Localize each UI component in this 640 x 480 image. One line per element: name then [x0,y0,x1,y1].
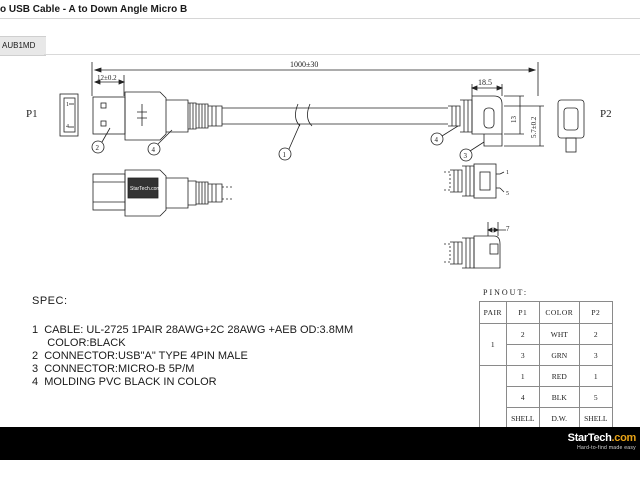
dim-plug-width: 18.5 [478,78,492,87]
pinout-header-pair: PAIR [480,302,507,324]
pinout-cell: D.W. [539,408,579,429]
pinout-cell: GRN [539,345,579,366]
callouts [92,124,484,161]
dim-side-width: 7 [506,225,510,233]
spec-block [32,295,353,389]
micro-b-plug-side [448,96,502,146]
table-row [480,324,613,345]
brand-tagline: Hard-to-find made easy [577,445,636,451]
pinout-cell: 2 [506,324,539,345]
micro-b-plug-front [444,164,504,198]
pinout-header-p2: P2 [579,302,612,324]
pinout-cell: 5 [579,387,612,408]
pinout-table [479,301,613,429]
page-title: o USB Cable - A to Down Angle Micro B [0,4,188,15]
usb-a-plug-side [93,170,232,216]
brand-main: StarTech [567,432,612,444]
pinout-cell: SHELL [579,408,612,429]
spec-line: 2 CONNECTOR:USB"A" TYPE 4PIN MALE [32,350,248,362]
pinout-cell: 4 [506,387,539,408]
dim-total-length: 1000±30 [290,60,319,69]
part-number-tab: AUB1MD [0,36,46,56]
brand-dot: .com [611,432,636,444]
pinout-pair-cell: 1 [480,324,507,366]
callout-1: 1 [282,151,286,159]
p2-label: P2 [600,108,612,120]
callout-4a: 4 [151,146,155,154]
pinout-cell: 2 [579,324,612,345]
pinout-header-p1: P1 [506,302,539,324]
table-row [480,366,613,387]
callout-4b: 4 [434,136,438,144]
usb-pin-1-label: 1 [66,102,69,108]
usb-pin-4-label: 4 [66,124,69,130]
pinout-cell: 3 [579,345,612,366]
brand-logo [568,432,636,451]
spec-line: 4 MOLDING PVC BLACK IN COLOR [32,376,217,388]
pinout-cell: BLK [539,387,579,408]
pinout-header-row [480,302,613,324]
pinout-label: PINOUT: [483,288,529,297]
callout-3: 3 [463,152,467,160]
pinout-cell: WHT [539,324,579,345]
pinout-pair-cell-empty [480,366,507,429]
cable-body [222,104,448,126]
pin-1-label: 1 [506,170,509,176]
usb-a-plug-top [93,92,222,140]
pin-5-label: 5 [506,191,509,197]
dim-plug-length: 12±0.2 [97,74,117,82]
spec-line: 3 CONNECTOR:MICRO-B 5P/M [32,363,195,375]
usb-a-face-view [60,94,78,136]
pinout-cell: RED [539,366,579,387]
p1-label: P1 [26,108,38,120]
spec-line: 1 CABLE: UL-2725 1PAIR 28AWG+2C 28AWG +AEB OD:3.8MM [32,324,354,336]
dim-plug-height: 13 [510,116,518,123]
pinout-cell: 1 [579,366,612,387]
pinout-cell: SHELL [506,408,539,429]
footer-bar [0,427,640,460]
callout-2: 2 [95,144,99,152]
brand-name [568,432,636,444]
micro-b-face-view [558,100,584,152]
pinout-header-color: COLOR [539,302,579,324]
pinout-cell: 1 [506,366,539,387]
spec-line: COLOR:BLACK [32,337,126,349]
spec-heading: SPEC: [32,295,68,307]
dim-plug-thickness: 5.7±0.2 [530,116,538,138]
logo-label: StarTech.com [130,186,161,192]
pinout-cell: 3 [506,345,539,366]
